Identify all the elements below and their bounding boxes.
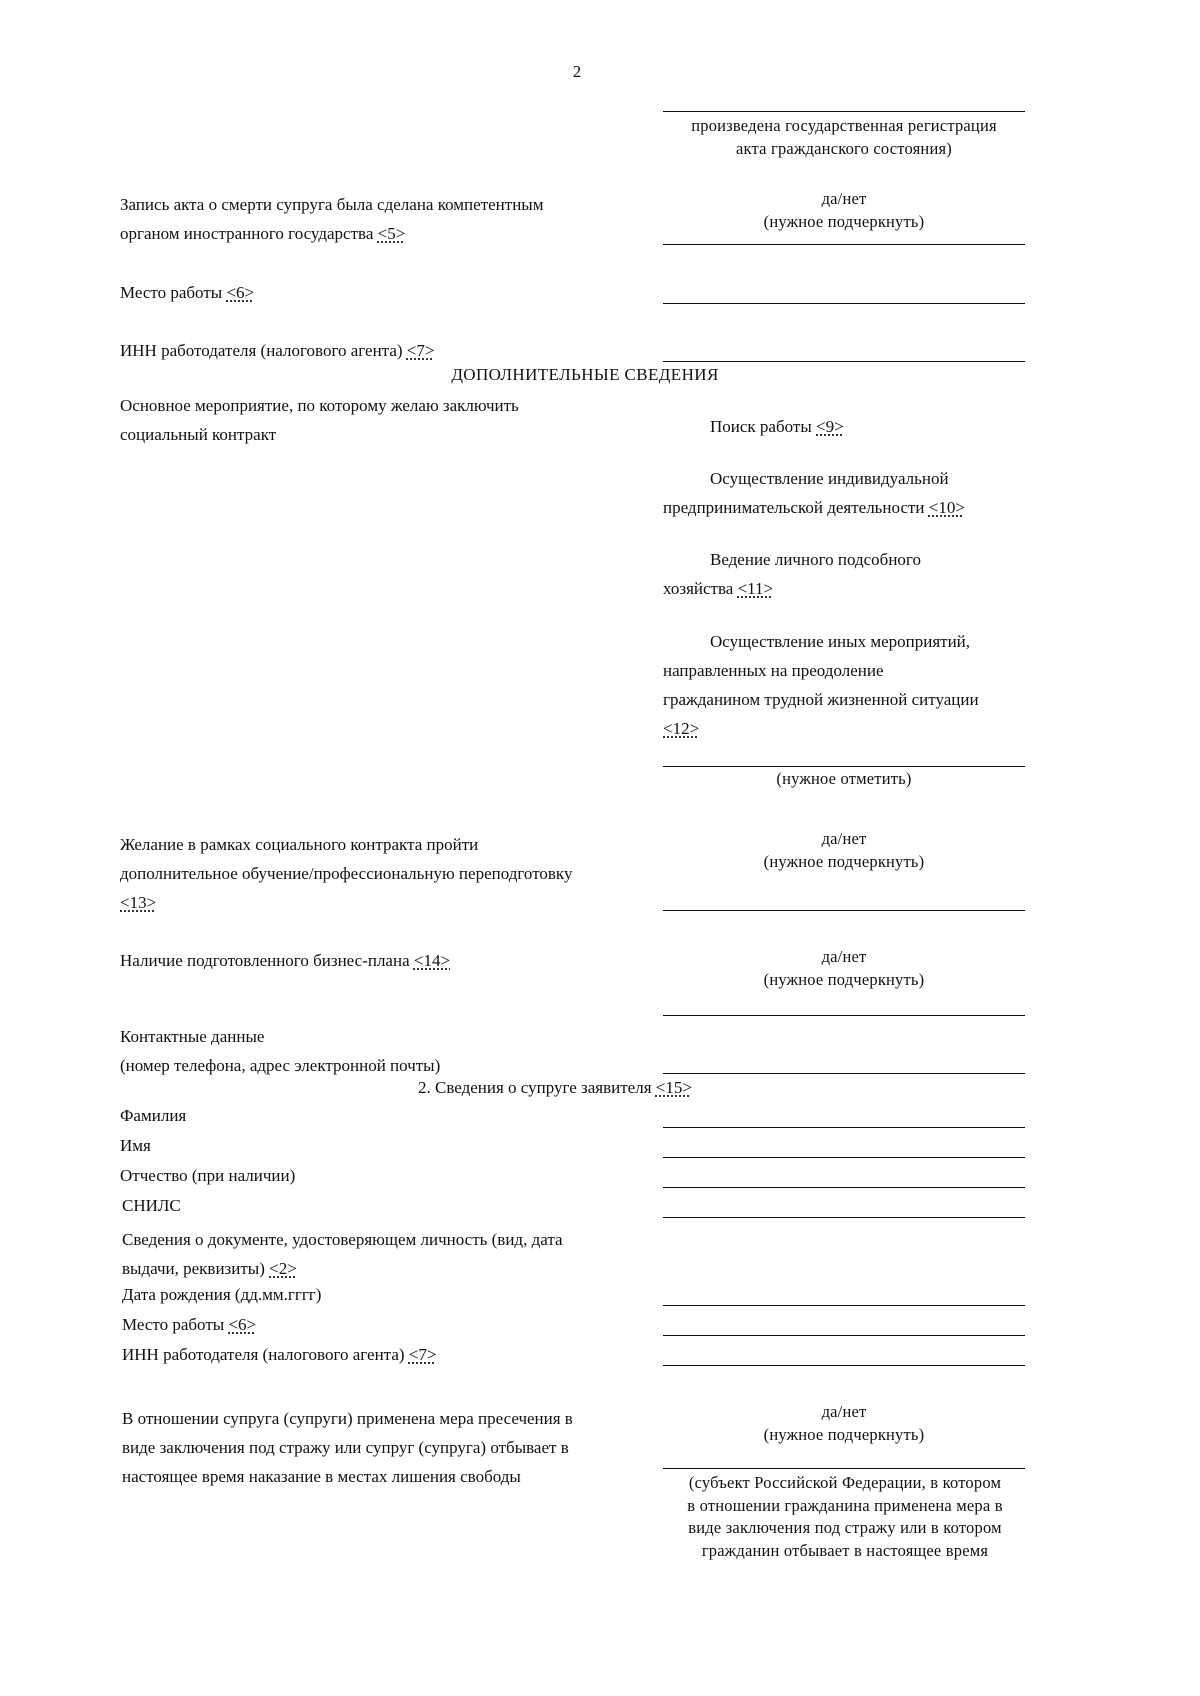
option-other-line3: гражданином трудной жизненной ситуации [663,690,979,709]
custody-caption-line1: (субъект Российской Федерации, в котором [688,1473,1002,1492]
footnote-ref-13[interactable]: <13> [120,893,157,912]
option-entrepreneur[interactable] [663,464,965,522]
contacts-label [120,1022,440,1080]
hint-underline: (нужное подчеркнуть) [763,1425,925,1444]
custody-label [122,1404,573,1491]
footnote-ref-14[interactable]: <14> [413,951,451,970]
birth-date-label: Дата рождения (дд.мм.гггг) [122,1285,322,1304]
training-label [120,830,572,917]
footnote-ref-12[interactable]: <12> [663,719,700,738]
document-line2: выдачи, реквизиты) [122,1259,265,1278]
training-line [663,910,1025,911]
business-plan-text: Наличие подготовленного бизнес-плана [120,951,410,970]
footnote-ref-7b[interactable]: <7> [408,1345,437,1364]
custody-line3: настоящее время наказание в местах лишения свободы [122,1467,521,1486]
death-record-line2: органом иностранного государства [120,224,374,243]
custody-line2: виде заключения под стражу или супруг (супруга) отбывает в [122,1438,569,1457]
employer-inn-text: ИНН работодателя (налогового агента) [120,341,403,360]
option-job-search-text: Поиск работы [710,417,812,436]
spouse-employer-inn-text: ИНН работодателя (налогового агента) [122,1345,405,1364]
custody-line[interactable] [663,1468,1025,1469]
option-other[interactable] [663,627,979,743]
death-record-answer [663,187,1025,233]
spouse-section-title-text: 2. Сведения о супруге заявителя [418,1078,652,1097]
option-farm-line1: Ведение личного подсобного [710,550,921,569]
option-farm[interactable] [663,545,921,603]
death-record-label [120,190,543,248]
spouse-work-place-label [122,1315,256,1335]
work-place-text: Место работы [120,283,223,302]
spouse-employer-inn-field[interactable] [663,1365,1025,1366]
snils-label: СНИЛС [122,1196,181,1215]
spouse-section-title [418,1078,692,1098]
business-plan-label [120,951,450,971]
surname-label: Фамилия [120,1106,187,1125]
business-plan-line [663,1015,1025,1016]
training-line2: дополнительное обучение/профессиональную переподготовку [120,864,573,883]
patronymic-field[interactable] [663,1187,1025,1188]
footnote-ref-6b[interactable]: <6> [228,1315,257,1334]
work-place-label [120,283,254,303]
hint-mark: (нужное отметить) [776,769,912,788]
patronymic-label: Отчество (при наличии) [120,1166,296,1185]
custody-caption [660,1472,1030,1562]
footnote-ref-9[interactable]: <9> [816,417,844,436]
custody-answer [663,1400,1025,1446]
footnote-ref-2[interactable]: <2> [269,1259,297,1278]
additional-title: ДОПОЛНИТЕЛЬНЫЕ СВЕДЕНИЯ [451,365,719,384]
custody-caption-line2: в отношении гражданина применена мера в [687,1495,1003,1515]
employer-inn-line [663,361,1025,362]
name-field[interactable] [663,1157,1025,1158]
page-number: 2 [572,62,582,81]
contacts-line2: (номер телефона, адрес электронной почты) [120,1056,441,1075]
employer-inn-label [120,341,434,361]
business-plan-answer [663,945,1025,991]
option-other-line1: Осуществление иных мероприятий, [710,632,971,651]
footnote-ref-6[interactable]: <6> [226,283,255,302]
name-label: Имя [120,1136,151,1155]
yes-no-text[interactable]: да/нет [821,1402,867,1421]
top-line [663,111,1025,112]
option-farm-line2: хозяйства [663,579,734,598]
document-label [122,1225,563,1283]
training-answer [663,827,1025,873]
yes-no-text[interactable]: да/нет [821,189,867,208]
top-caption-line2: акта гражданского состояния) [736,139,952,158]
top-caption [655,114,1033,160]
option-other-line2: направленных на преодоление [663,661,884,680]
footnote-ref-10[interactable]: <10> [928,498,965,517]
custody-caption-line4: гражданин отбывает в настоящее время [701,1540,989,1560]
top-caption-line1: произведена государственная регистрация [691,116,997,135]
birth-date-field[interactable] [663,1305,1025,1306]
yes-no-text[interactable]: да/нет [821,829,867,848]
main-event-label [120,391,519,449]
spouse-work-place-field[interactable] [663,1335,1025,1336]
option-job-search[interactable] [710,417,844,437]
footnote-ref-15[interactable]: <15> [655,1078,692,1097]
footnote-ref-11[interactable]: <11> [737,579,774,598]
option-entrepreneur-line1: Осуществление индивидуальной [710,469,949,488]
work-place-line [663,303,1025,304]
hint-underline: (нужное подчеркнуть) [763,212,925,231]
footnote-ref-7[interactable]: <7> [406,341,435,360]
custody-line1: В отношении супруга (супруги) применена мера пресечения в [122,1409,573,1428]
footnote-ref-5[interactable]: <5> [377,224,406,243]
main-event-line1: Основное мероприятие, по которому желаю заключить [120,396,519,415]
surname-field[interactable] [663,1127,1025,1128]
death-record-line1: Запись акта о смерти супруга была сделана компетентным [120,195,544,214]
training-line1: Желание в рамках социального контракта пройти [120,835,479,854]
spouse-employer-inn-label [122,1345,436,1365]
main-event-line [663,766,1025,767]
death-record-line [663,244,1025,245]
main-event-line2: социальный контракт [120,425,277,444]
contacts-line1: Контактные данные [120,1027,265,1046]
option-entrepreneur-line2: предпринимательской деятельности [663,498,925,517]
yes-no-text[interactable]: да/нет [821,947,867,966]
snils-field[interactable] [663,1217,1025,1218]
hint-underline: (нужное подчеркнуть) [763,970,925,989]
spouse-work-place-text: Место работы [122,1315,225,1334]
document-line1: Сведения о документе, удостоверяющем личность (вид, дата [122,1230,563,1249]
contacts-line [663,1073,1025,1074]
custody-caption-line3: виде заключения под стражу или в котором [688,1518,1002,1537]
hint-underline: (нужное подчеркнуть) [763,852,925,871]
